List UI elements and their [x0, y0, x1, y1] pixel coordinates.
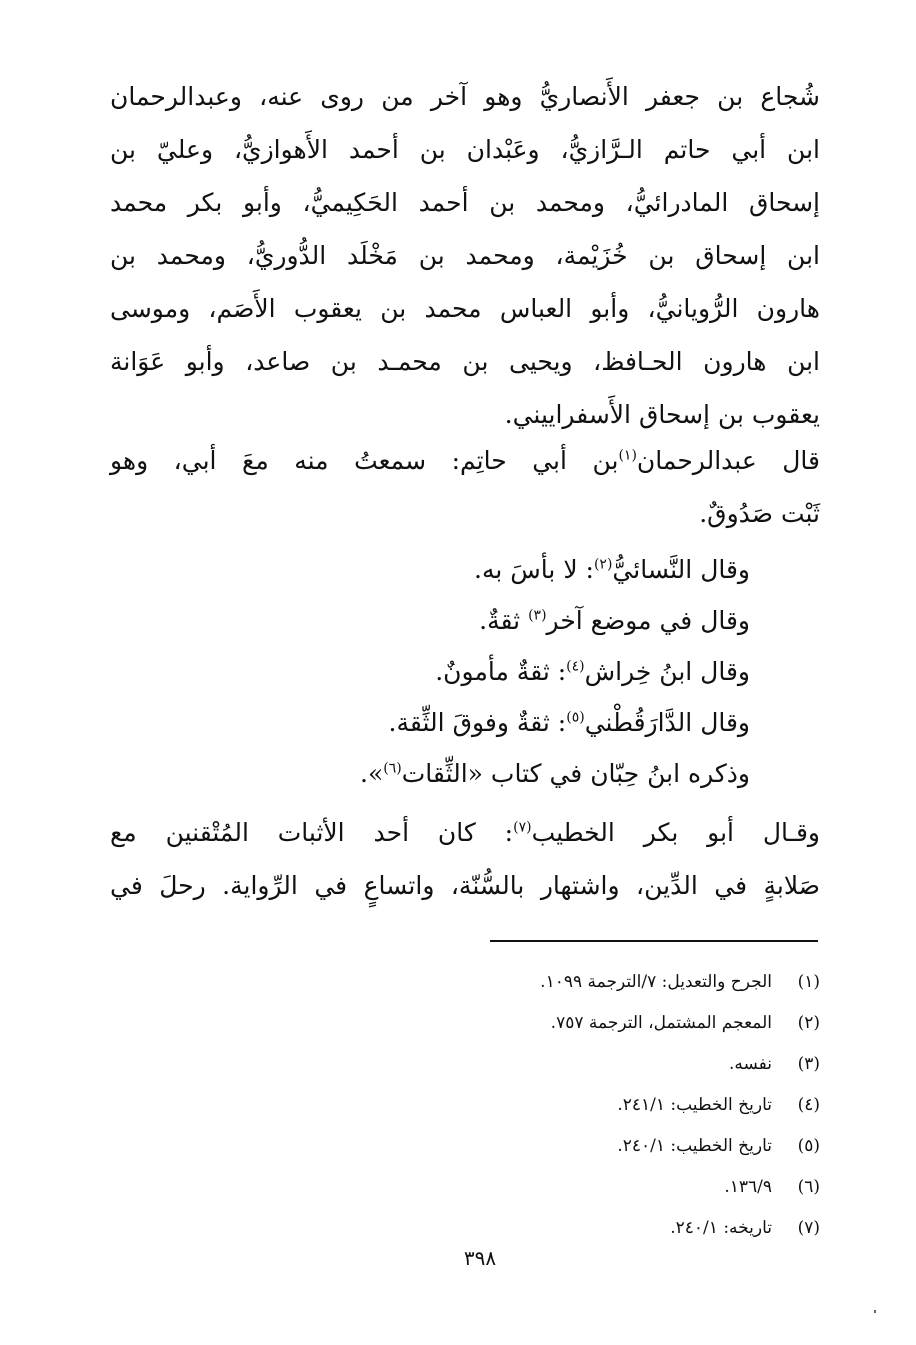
footnote-number: (٦): [797, 1177, 820, 1197]
footnote-reference: (١): [618, 447, 637, 464]
footnote-reference: (٣): [528, 607, 547, 624]
paragraph-ibn-abi-hatim: [110, 434, 820, 540]
text-segment: بن أبي حاتِم: سمعتُ منه معَ أبي، وهو: [110, 446, 619, 475]
footnote-number: (١): [797, 972, 820, 992]
text-line: يعقوب بن إسحاق الأَسفراييني.: [504, 400, 820, 429]
footnote-number: (٣): [797, 1054, 820, 1074]
footnote-item: [400, 1044, 820, 1085]
footnote-text: نفسه.: [728, 1054, 772, 1074]
quotes-list: [190, 544, 750, 799]
footnote-number: (٤): [797, 1095, 820, 1115]
quote-text: : لا بأسَ به.: [474, 555, 594, 584]
quote-text: ثقةٌ.: [479, 606, 529, 635]
scan-speck: [874, 1310, 876, 1313]
footnote-number: (٥): [797, 1136, 820, 1156]
text-line: [110, 434, 820, 487]
text-line: ابن أبي حاتم الـرَّازيُّ، وعَبْدان بن أحمد الأَهوازيُّ، وعليّ بن: [110, 135, 820, 164]
quote-line: [190, 544, 750, 595]
footnote-number: (٧): [797, 1218, 820, 1238]
footnote-item: [400, 962, 820, 1003]
quote-line: [190, 697, 750, 748]
text-segment: : كان أحد الأثبات المُتْقنين مع: [110, 818, 514, 847]
footnote-reference: (٧): [513, 819, 532, 836]
footnote-text: ١٣٦/٩.: [724, 1177, 772, 1197]
text-line: إسحاق المادرائيُّ، ومحمد بن أحمد الحَكِيميُّ، وأبو بكر محمد: [110, 188, 820, 217]
quote-text: وذكره ابنُ حِبّان في كتاب «الثِّقات: [401, 759, 750, 788]
text-line: ثَبْت صَدُوقٌ.: [699, 499, 820, 528]
quote-text: : ثقةٌ وفوقَ الثِّقة.: [388, 708, 567, 737]
quote-text: ».: [360, 759, 384, 788]
paragraph-al-khatib: [110, 806, 820, 912]
quote-text: وقال الدَّارَقُطْني: [584, 708, 750, 737]
footnote-number: (٢): [797, 1013, 820, 1033]
footnotes-list: [400, 962, 820, 1249]
footnote-reference: (٤): [566, 658, 585, 675]
quote-text: وقال ابنُ خِراش: [584, 657, 750, 686]
quote-text: وقال في موضع آخر: [546, 606, 750, 635]
footnote-text: تاريخه: ٢٤٠/١.: [670, 1218, 772, 1238]
page-number: ٣٩٨: [463, 1246, 497, 1270]
text-line: ابن هارون الحـافظ، ويحيى بن محمـد بن صاعد، وأبو عَوَانة: [110, 347, 820, 376]
footnote-reference: (٢): [593, 556, 613, 573]
quote-line: [190, 646, 750, 697]
quote-line: [190, 748, 750, 799]
text-line: [110, 806, 820, 859]
text-segment: وقـال أبو بكر الخطيب: [531, 818, 820, 847]
text-line: ابن إسحاق بن خُزَيْمة، ومحمد بن مَخْلَد الدُّوريُّ، ومحمد بن: [110, 241, 820, 270]
quote-text: وقال النَّسائيُّ: [612, 555, 750, 584]
footnote-separator: [490, 940, 818, 942]
text-line: هارون الرُّويانيُّ، وأبو العباس محمد بن يعقوب الأَصَم، وموسى: [110, 294, 820, 323]
footnote-reference: (٥): [566, 709, 585, 726]
footnote-text: المعجم المشتمل، الترجمة ٧٥٧.: [550, 1013, 772, 1033]
quote-line: [190, 595, 750, 646]
footnote-reference: (٦): [383, 760, 402, 777]
footnote-item: [400, 1085, 820, 1126]
footnote-text: تاريخ الخطيب: ٢٤١/١.: [617, 1095, 772, 1115]
text-segment: قال عبدالرحمان: [636, 446, 820, 475]
text-line: صَلابةٍ في الدِّين، واشتهار بالسُّنّة، واتساعٍ في الرِّواية. رحلَ في: [110, 871, 820, 900]
text-line: شُجاع بن جعفر الأَنصاريُّ وهو آخر من روى عنه، وعبدالرحمان: [110, 82, 820, 111]
footnote-text: الجرح والتعديل: ٧/الترجمة ١٠٩٩.: [540, 972, 772, 992]
quote-text: : ثقةٌ مأمونٌ.: [435, 657, 567, 686]
footnote-text: تاريخ الخطيب: ٢٤٠/١.: [617, 1136, 772, 1156]
paragraph-narrators: [110, 70, 820, 441]
footnote-item: [400, 1167, 820, 1208]
footnote-item: [400, 1126, 820, 1167]
footnote-item: [400, 1003, 820, 1044]
